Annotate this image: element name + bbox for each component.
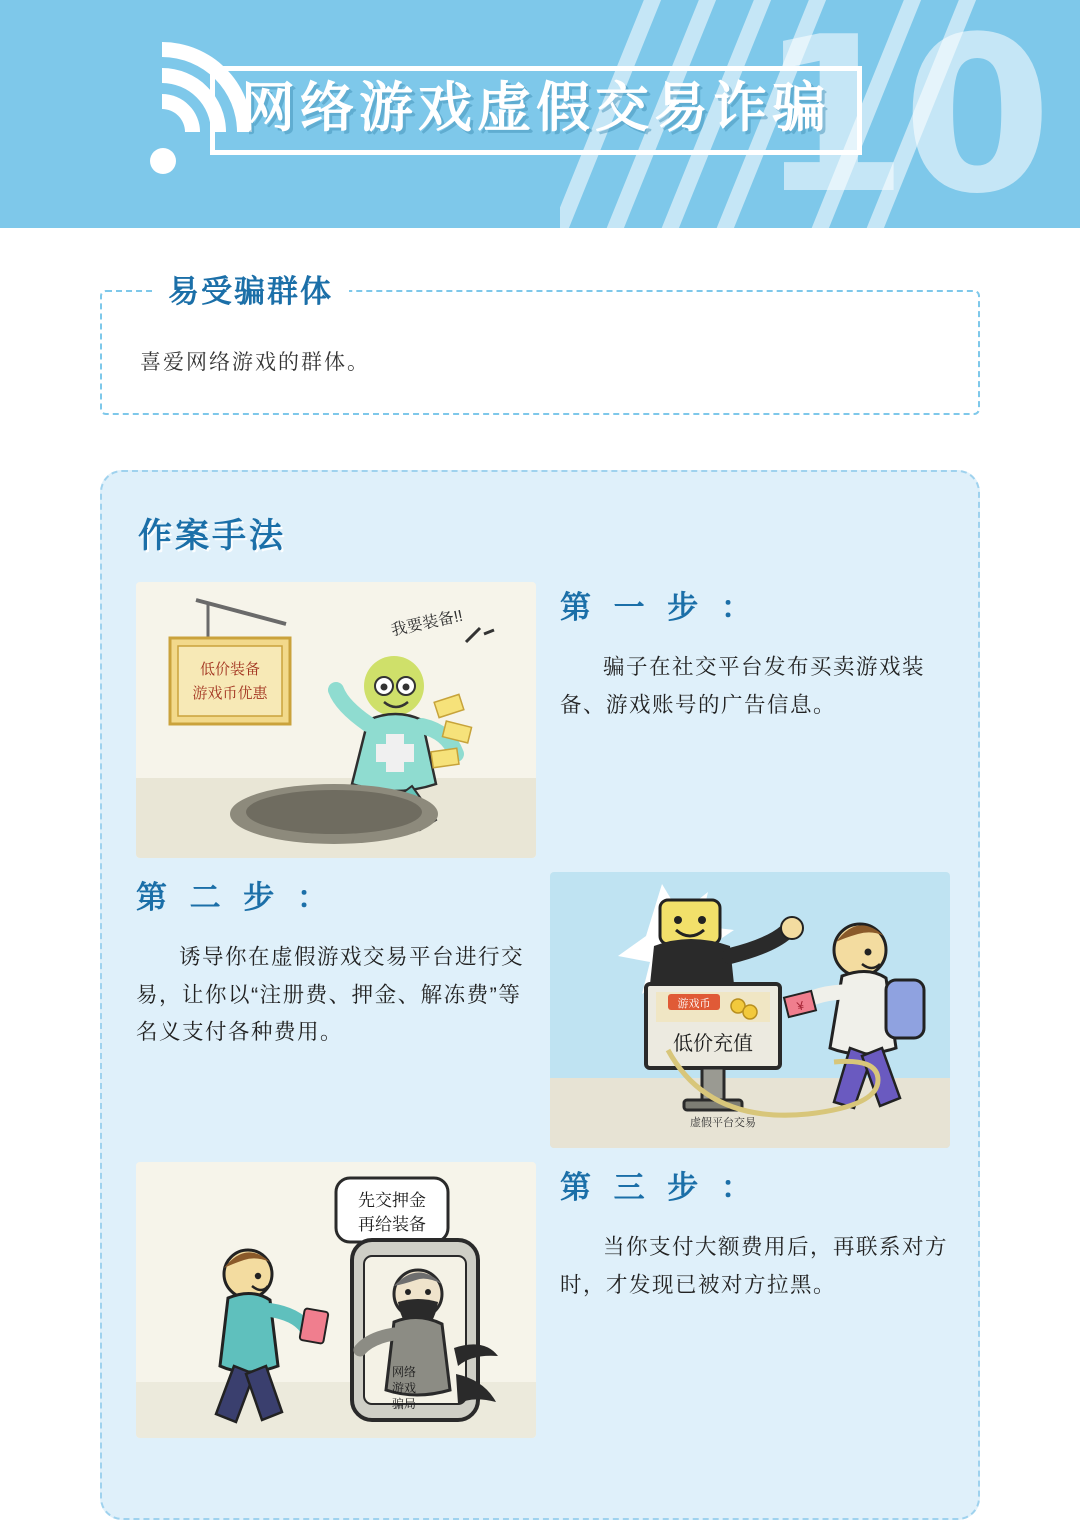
svg-text:先交押金: 先交押金 [358, 1191, 426, 1210]
section-number: 10 [758, 0, 1046, 228]
victim-group-heading: 易受骗群体 [152, 266, 349, 311]
step-1-heading: 第 一 步 ： [560, 590, 759, 625]
svg-text:¥: ¥ [795, 998, 806, 1014]
methods-heading: 作案手法 [138, 517, 286, 555]
methods-section [100, 470, 980, 1520]
svg-text:低价装备: 低价装备 [199, 661, 261, 678]
step-2-heading: 第 二 步 ： [136, 880, 335, 915]
svg-text:游戏币: 游戏币 [677, 998, 711, 1010]
svg-text:游戏币优惠: 游戏币优惠 [192, 685, 268, 702]
svg-text:网络: 网络 [391, 1365, 417, 1379]
svg-text:我要装备!!: 我要装备!! [389, 607, 465, 640]
svg-text:再给装备: 再给装备 [358, 1215, 426, 1234]
page-title-text: 网络游戏虚假交易诈骗 [241, 78, 831, 138]
step-3-text [560, 1162, 960, 1304]
step-1-illustration [136, 582, 536, 858]
page-header [0, 0, 1080, 228]
step-3-body: 当你支付大额费用后，再联系对方时，才发现已被对方拉黑。 [560, 1235, 949, 1297]
victim-group-section [100, 274, 980, 415]
step-2-body: 诱导你在虚假游戏交易平台进行交易，让你以“注册费、押金、解冻费”等名义支付各种费用。 [136, 945, 525, 1045]
step-3-heading: 第 三 步 ： [560, 1170, 759, 1205]
step-2-illustration [550, 872, 950, 1148]
svg-text:低价充值: 低价充值 [673, 1033, 753, 1055]
step-2-text [136, 872, 536, 1052]
step-1-body: 骗子在社交平台发布买卖游戏装备、游戏账号的广告信息。 [560, 655, 926, 717]
svg-text:游戏: 游戏 [391, 1381, 417, 1395]
svg-text:虚假平台交易: 虚假平台交易 [690, 1117, 756, 1129]
svg-text:骗局: 骗局 [391, 1397, 417, 1411]
step-1-text [560, 582, 960, 724]
page-title [210, 66, 862, 155]
step-3-illustration [136, 1162, 536, 1438]
victim-group-body: 喜爱网络游戏的群体。 [140, 351, 370, 374]
